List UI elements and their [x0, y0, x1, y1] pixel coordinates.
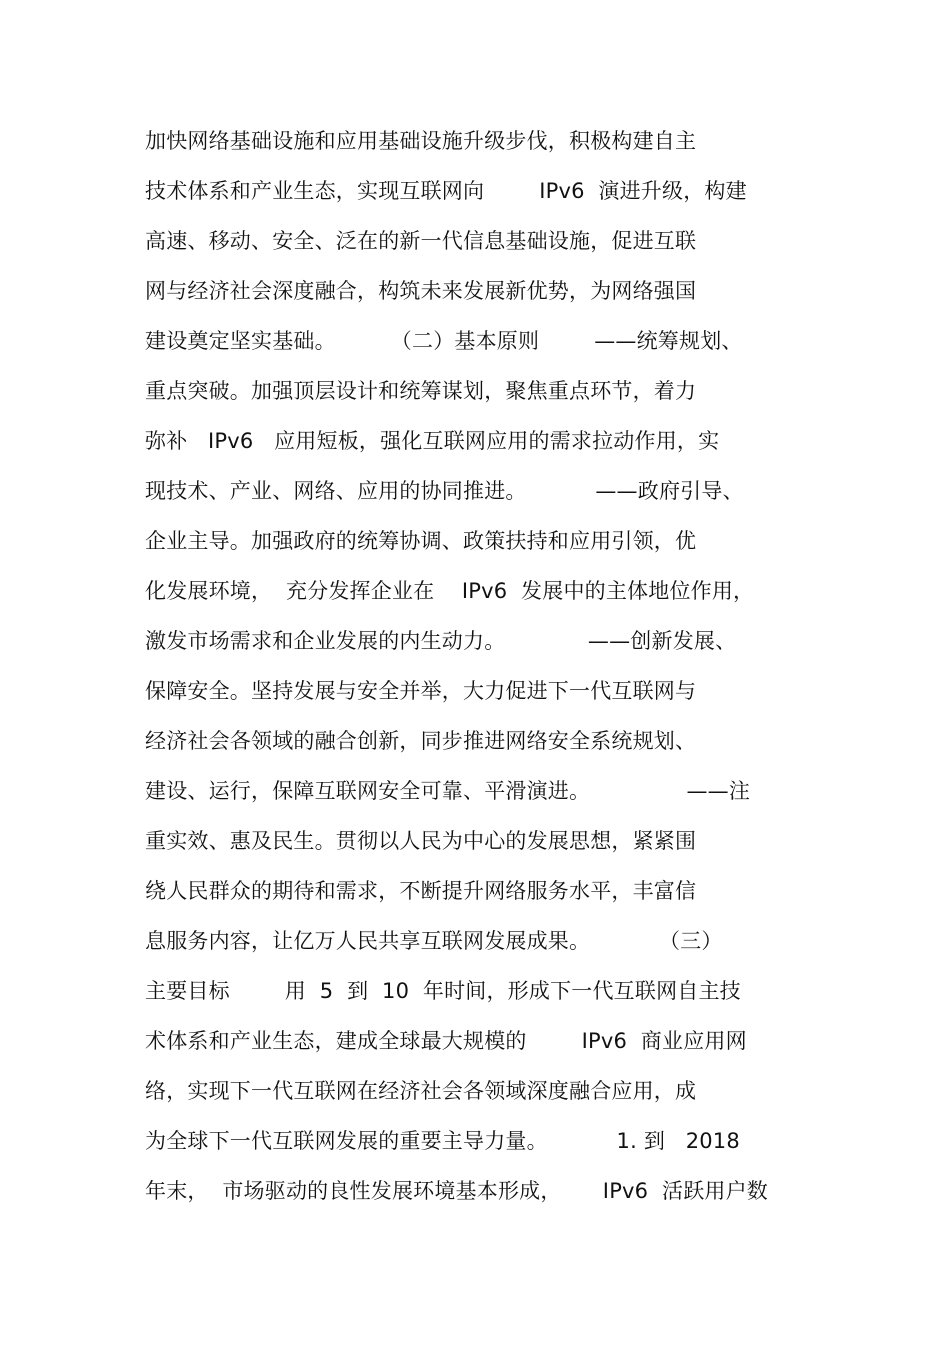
text-line: 保障安全。坚持发展与安全并举，大力促进下一代互联网与 — [145, 679, 697, 703]
text-line: 重点突破。加强顶层设计和统筹谋划，聚焦重点环节，着力 — [145, 379, 697, 403]
text-line: 弥补 IPv6 应用短板，强化互联网应用的需求拉动作用，实 — [145, 429, 720, 453]
text-line: 络，实现下一代互联网在经济社会各领域深度融合应用，成 — [145, 1079, 697, 1103]
text-line: 经济社会各领域的融合创新，同步推进网络安全系统规划、 — [145, 729, 697, 753]
text-line: 技术体系和产业生态，实现互联网向 IPv6 演进升级，构建 — [145, 179, 747, 203]
text-line: 现技术、产业、网络、应用的协同推进。 ——政府引导、 — [145, 479, 744, 503]
text-line: 激发市场需求和企业发展的内生动力。 ——创新发展、 — [145, 629, 737, 653]
text-line: 网与经济社会深度融合，构筑未来发展新优势，为网络强国 — [145, 279, 697, 303]
text-line: 重实效、惠及民生。贯彻以人民为中心的发展思想，紧紧围 — [145, 829, 697, 853]
text-line: 建设奠定坚实基础。 （二）基本原则 ——统筹规划、 — [145, 329, 743, 353]
text-line: 化发展环境， 充分发挥企业在 IPv6 发展中的主体地位作用， — [145, 579, 755, 603]
text-line: 术体系和产业生态，建成全球最大规模的 IPv6 商业应用网 — [145, 1029, 747, 1053]
text-line: 主要目标 用 5 到 10 年时间，形成下一代互联网自主技 — [145, 979, 741, 1003]
text-line: 高速、移动、安全、泛在的新一代信息基础设施，促进互联 — [145, 229, 697, 253]
text-line: 企业主导。加强政府的统筹协调、政策扶持和应用引领，优 — [145, 529, 697, 553]
text-line: 年末， 市场驱动的良性发展环境基本形成， IPv6 活跃用户数 — [145, 1179, 768, 1203]
text-line: 加快网络基础设施和应用基础设施升级步伐，积极构建自主 — [145, 129, 697, 153]
text-line: 绕人民群众的期待和需求，不断提升网络服务水平，丰富信 — [145, 879, 697, 903]
text-line: 建设、运行，保障互联网安全可靠、平滑演进。 ——注 — [145, 779, 751, 803]
text-line: 息服务内容，让亿万人民共享互联网发展成果。 （三） — [145, 929, 723, 953]
text-line: 为全球下一代互联网发展的重要主导力量。 1. 到 2018 — [145, 1129, 740, 1153]
